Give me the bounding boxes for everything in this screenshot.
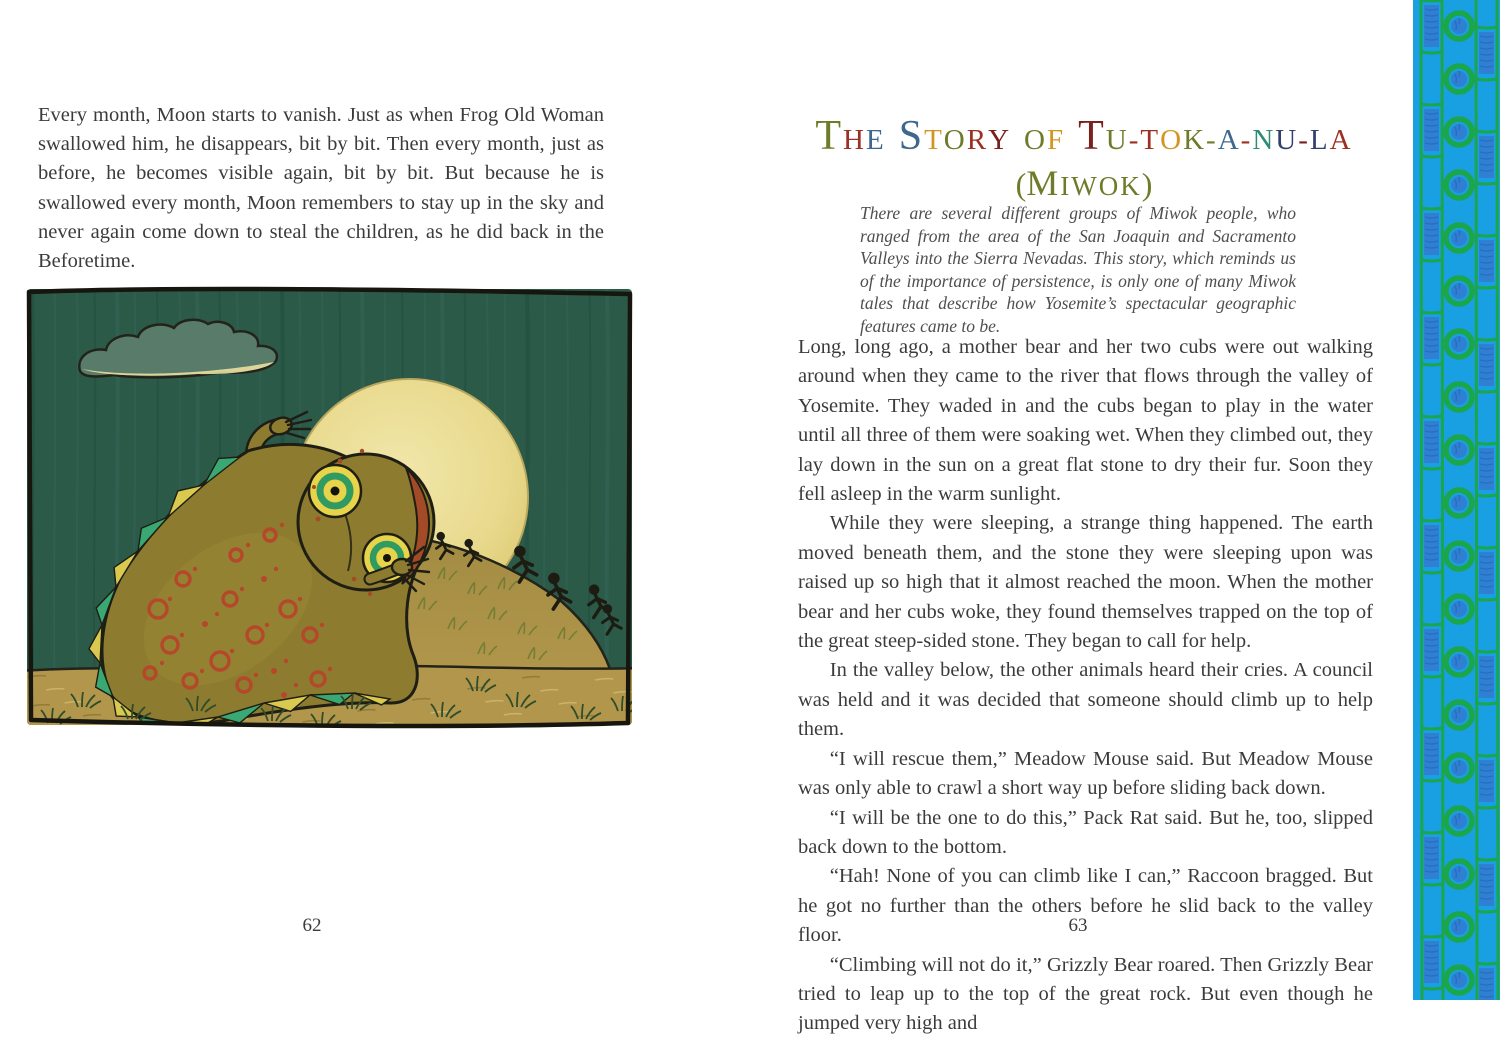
- decorative-border-strip: [1413, 0, 1500, 1000]
- right-page-number: 63: [1068, 915, 1088, 936]
- left-page-number: 62: [302, 915, 322, 936]
- frog-moon-illustration: [18, 279, 643, 734]
- story-subtitle: (MIWOK): [1015, 163, 1153, 203]
- story-title: THE STORY OF TU-TOK-A-NU-LA: [815, 113, 1353, 159]
- story-paragraph: “Climbing will not do it,” Grizzly Bear roared. Then Grizzly Bear tried to leap up to the top of the great rock. But even though he jumped very high and: [798, 953, 1373, 1035]
- left-page-paragraph: Every month, Moon starts to vanish. Just as when Frog Old Woman swallowed him, he disappears, bit by bit. Then every month, just as before, he becomes visible again, bit by bit. But because he is swallowed every month, Moon remembers to stay up in the sky and never again come down to steal the children, as he did back in the Beforetime.: [38, 104, 604, 273]
- story-paragraph: “I will rescue them,” Meadow Mouse said. But Meadow Mouse was only able to crawl a short way up before sliding back down.: [798, 747, 1373, 800]
- story-paragraph: Long, long ago, a mother bear and her two cubs were out walking around when they came to the river that flows through the valley of Yosemite. They waded in and the cubs began to play in the water until all three of them were soaking wet. When they climbed out, they lay down in the sun on a great flat stone to dry their fur. Soon they fell asleep in the warm sunlight.: [798, 336, 1373, 506]
- story-paragraph: “Hah! None of you can climb like I can,” Raccoon bragged. But he got no further than the others before he slid back to the valley floor.: [798, 865, 1373, 947]
- story-paragraph: While they were sleeping, a strange thing happened. The earth moved beneath them, and the stone they were sleeping upon was raised up so high that it almost reached the moon. When the mother bear and her cubs woke, they found themselves trapped on the top of the great steep-sided stone. They began to call for help.: [798, 512, 1373, 653]
- story-intro: There are several different groups of Miwok people, who ranged from the area of the San Joaquin and Sacramento Valleys into the Sierra Nevadas. This story, which reminds us of the importance of persistence, is only one of many Miwok tales that describe how Yosemite’s spectacular geographic features came to be.: [860, 203, 1296, 336]
- story-paragraph: “I will be the one to do this,” Pack Rat said. But he, too, slipped back down to the bottom.: [798, 806, 1373, 858]
- frog-eye-upper: [309, 465, 361, 517]
- story-paragraph: In the valley below, the other animals heard their cries. A council was held and it was decided that someone should climb up to help them.: [798, 659, 1373, 741]
